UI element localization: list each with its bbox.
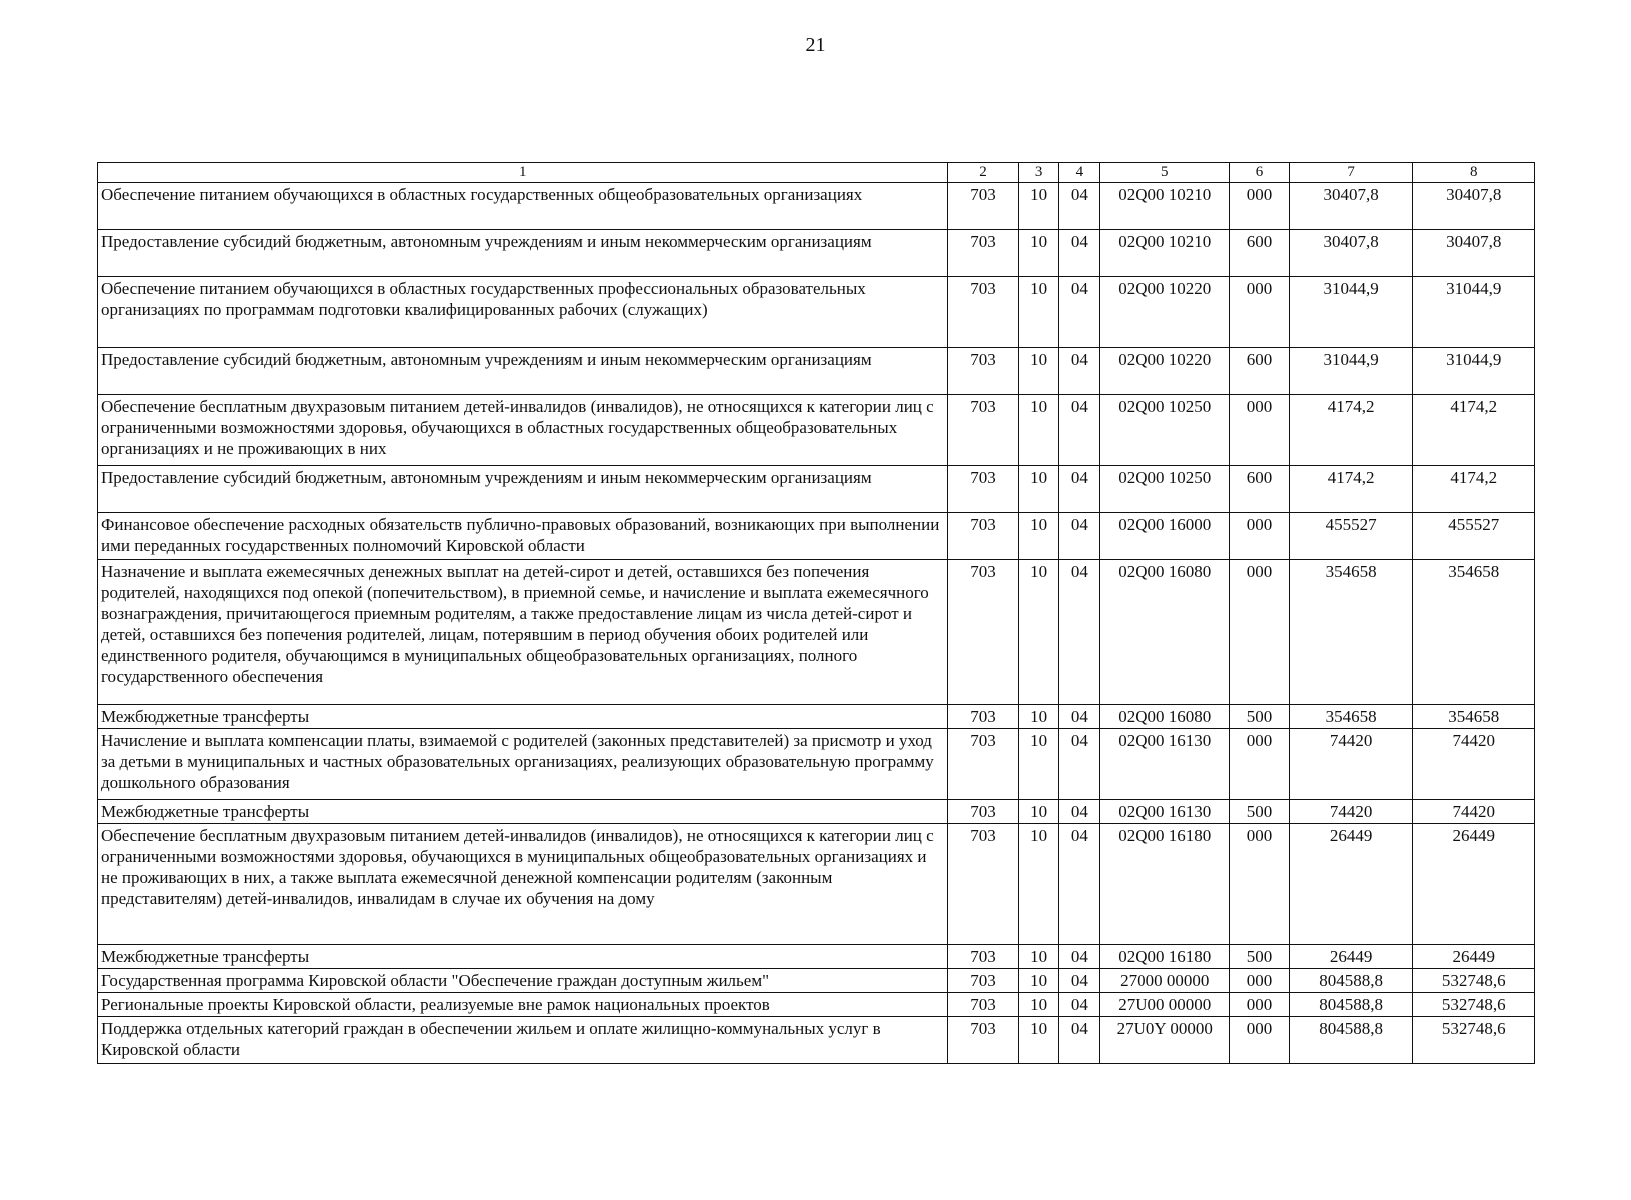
cell-col2: 703	[948, 704, 1018, 728]
cell-col4: 04	[1059, 182, 1100, 229]
cell-col6: 000	[1230, 968, 1290, 992]
cell-col2: 703	[948, 992, 1018, 1016]
cell-col3: 10	[1018, 512, 1059, 559]
cell-col5: 02Q00 16180	[1100, 823, 1230, 944]
table-row	[98, 1016, 1535, 1063]
cell-col3: 10	[1018, 347, 1059, 394]
cell-col2: 703	[948, 276, 1018, 347]
row-description: Предоставление субсидий бюджетным, автономным учреждениям и иным некоммерческим организациям	[98, 229, 948, 276]
cell-col3: 10	[1018, 944, 1059, 968]
cell-col6: 000	[1230, 182, 1290, 229]
table-row	[98, 944, 1535, 968]
cell-col3: 10	[1018, 276, 1059, 347]
row-description: Межбюджетные трансферты	[98, 944, 948, 968]
table-row	[98, 823, 1535, 944]
cell-col8: 354658	[1413, 559, 1535, 704]
cell-col4: 04	[1059, 944, 1100, 968]
table-row	[98, 799, 1535, 823]
cell-col3: 10	[1018, 465, 1059, 512]
cell-col6: 500	[1230, 799, 1290, 823]
col-header-1: 1	[98, 163, 948, 183]
table-row	[98, 276, 1535, 347]
cell-col3: 10	[1018, 182, 1059, 229]
cell-col6: 000	[1230, 559, 1290, 704]
col-header-6: 6	[1230, 163, 1290, 183]
cell-col2: 703	[948, 799, 1018, 823]
cell-col5: 02Q00 10250	[1100, 465, 1230, 512]
table-row	[98, 465, 1535, 512]
cell-col8: 532748,6	[1413, 992, 1535, 1016]
cell-col3: 10	[1018, 704, 1059, 728]
row-description: Предоставление субсидий бюджетным, автономным учреждениям и иным некоммерческим организациям	[98, 465, 948, 512]
cell-col8: 31044,9	[1413, 347, 1535, 394]
cell-col4: 04	[1059, 968, 1100, 992]
row-description: Обеспечение питанием обучающихся в областных государственных общеобразовательных организациях	[98, 182, 948, 229]
cell-col4: 04	[1059, 1016, 1100, 1063]
cell-col5: 02Q00 10250	[1100, 394, 1230, 465]
cell-col7: 30407,8	[1289, 229, 1413, 276]
cell-col5: 02Q00 16080	[1100, 704, 1230, 728]
row-description: Обеспечение бесплатным двухразовым питанием детей-инвалидов (инвалидов), не относящихся к категории лиц с ограниченными возможностями здоровья, обучающихся в муниципальных общеобразовательных организациях и не проживающих в них, а также выплата ежемесячной денежной компенсации родителям (законным представителям) детей-инвалидов, инвалидам в случае их обучения на дому	[98, 823, 948, 944]
cell-col8: 532748,6	[1413, 968, 1535, 992]
table-row	[98, 992, 1535, 1016]
cell-col4: 04	[1059, 799, 1100, 823]
table-row	[98, 347, 1535, 394]
cell-col2: 703	[948, 944, 1018, 968]
row-description: Обеспечение бесплатным двухразовым питанием детей-инвалидов (инвалидов), не относящихся к категории лиц с ограниченными возможностями здоровья, обучающихся в областных государственных общеобразовательных организациях и не проживающих в них	[98, 394, 948, 465]
col-header-8: 8	[1413, 163, 1535, 183]
cell-col7: 455527	[1289, 512, 1413, 559]
cell-col3: 10	[1018, 559, 1059, 704]
table-row	[98, 559, 1535, 704]
cell-col2: 703	[948, 347, 1018, 394]
cell-col6: 000	[1230, 992, 1290, 1016]
cell-col5: 27U0Y 00000	[1100, 1016, 1230, 1063]
cell-col7: 354658	[1289, 559, 1413, 704]
cell-col5: 27U00 00000	[1100, 992, 1230, 1016]
cell-col2: 703	[948, 728, 1018, 799]
cell-col5: 02Q00 10220	[1100, 347, 1230, 394]
cell-col5: 02Q00 10220	[1100, 276, 1230, 347]
table-row	[98, 728, 1535, 799]
cell-col4: 04	[1059, 559, 1100, 704]
cell-col6: 600	[1230, 347, 1290, 394]
cell-col7: 4174,2	[1289, 465, 1413, 512]
cell-col3: 10	[1018, 1016, 1059, 1063]
table-row	[98, 182, 1535, 229]
row-description: Назначение и выплата ежемесячных денежных выплат на детей-сирот и детей, оставшихся без попечения родителей, находящихся под опекой (попечительством), в приемной семье, и начисление и выплата ежемесячного вознаграждения, причитающегося приемным родителям, а также предоставление лицам из числа детей-сирот и детей, оставшихся без попечения родителей, лицам, потерявшим в период обучения обоих родителей или единственного родителя, обучающимся в муниципальных общеобразовательных организациях, полного государственного обеспечения	[98, 559, 948, 704]
cell-col4: 04	[1059, 347, 1100, 394]
cell-col7: 26449	[1289, 944, 1413, 968]
row-description: Обеспечение питанием обучающихся в областных государственных профессиональных образовательных организациях по программам подготовки квалифицированных рабочих (служащих)	[98, 276, 948, 347]
col-header-3: 3	[1018, 163, 1059, 183]
cell-col8: 74420	[1413, 728, 1535, 799]
cell-col7: 4174,2	[1289, 394, 1413, 465]
col-header-7: 7	[1289, 163, 1413, 183]
cell-col8: 26449	[1413, 944, 1535, 968]
cell-col8: 4174,2	[1413, 465, 1535, 512]
cell-col7: 804588,8	[1289, 968, 1413, 992]
cell-col7: 26449	[1289, 823, 1413, 944]
cell-col8: 30407,8	[1413, 229, 1535, 276]
cell-col6: 000	[1230, 276, 1290, 347]
cell-col4: 04	[1059, 823, 1100, 944]
cell-col8: 455527	[1413, 512, 1535, 559]
cell-col5: 02Q00 16000	[1100, 512, 1230, 559]
row-description: Межбюджетные трансферты	[98, 799, 948, 823]
cell-col2: 703	[948, 465, 1018, 512]
cell-col3: 10	[1018, 394, 1059, 465]
cell-col8: 354658	[1413, 704, 1535, 728]
cell-col2: 703	[948, 182, 1018, 229]
cell-col7: 74420	[1289, 799, 1413, 823]
cell-col5: 27000 00000	[1100, 968, 1230, 992]
cell-col2: 703	[948, 968, 1018, 992]
cell-col4: 04	[1059, 465, 1100, 512]
cell-col4: 04	[1059, 704, 1100, 728]
cell-col8: 74420	[1413, 799, 1535, 823]
row-description: Предоставление субсидий бюджетным, автономным учреждениям и иным некоммерческим организациям	[98, 347, 948, 394]
cell-col8: 31044,9	[1413, 276, 1535, 347]
cell-col8: 4174,2	[1413, 394, 1535, 465]
cell-col3: 10	[1018, 968, 1059, 992]
cell-col3: 10	[1018, 823, 1059, 944]
col-header-5: 5	[1100, 163, 1230, 183]
cell-col6: 000	[1230, 728, 1290, 799]
cell-col4: 04	[1059, 728, 1100, 799]
budget-table	[97, 162, 1535, 1064]
cell-col5: 02Q00 16130	[1100, 728, 1230, 799]
cell-col6: 000	[1230, 823, 1290, 944]
cell-col6: 500	[1230, 704, 1290, 728]
row-description: Поддержка отдельных категорий граждан в обеспечении жильем и оплате жилищно-коммунальных услуг в Кировской области	[98, 1016, 948, 1063]
cell-col3: 10	[1018, 728, 1059, 799]
col-header-2: 2	[948, 163, 1018, 183]
row-description: Государственная программа Кировской области "Обеспечение граждан доступным жильем"	[98, 968, 948, 992]
table-row	[98, 512, 1535, 559]
cell-col6: 500	[1230, 944, 1290, 968]
cell-col7: 354658	[1289, 704, 1413, 728]
cell-col4: 04	[1059, 276, 1100, 347]
cell-col2: 703	[948, 559, 1018, 704]
table-row	[98, 704, 1535, 728]
cell-col2: 703	[948, 229, 1018, 276]
row-description: Начисление и выплата компенсации платы, взимаемой с родителей (законных представителей) за присмотр и уход за детьми в муниципальных и частных образовательных организациях, реализующих образовательную программу дошкольного образования	[98, 728, 948, 799]
table-row	[98, 229, 1535, 276]
cell-col8: 532748,6	[1413, 1016, 1535, 1063]
cell-col6: 000	[1230, 512, 1290, 559]
col-header-4: 4	[1059, 163, 1100, 183]
page-number: 21	[805, 34, 826, 56]
cell-col7: 31044,9	[1289, 276, 1413, 347]
cell-col7: 74420	[1289, 728, 1413, 799]
cell-col7: 804588,8	[1289, 1016, 1413, 1063]
cell-col5: 02Q00 10210	[1100, 182, 1230, 229]
cell-col8: 30407,8	[1413, 182, 1535, 229]
header-row	[98, 163, 1535, 183]
cell-col5: 02Q00 16180	[1100, 944, 1230, 968]
row-description: Региональные проекты Кировской области, реализуемые вне рамок национальных проектов	[98, 992, 948, 1016]
cell-col3: 10	[1018, 229, 1059, 276]
cell-col7: 804588,8	[1289, 992, 1413, 1016]
cell-col2: 703	[948, 823, 1018, 944]
cell-col6: 600	[1230, 229, 1290, 276]
cell-col2: 703	[948, 512, 1018, 559]
cell-col6: 000	[1230, 394, 1290, 465]
cell-col5: 02Q00 10210	[1100, 229, 1230, 276]
cell-col6: 600	[1230, 465, 1290, 512]
cell-col2: 703	[948, 394, 1018, 465]
table-row	[98, 394, 1535, 465]
cell-col2: 703	[948, 1016, 1018, 1063]
cell-col4: 04	[1059, 512, 1100, 559]
row-description: Межбюджетные трансферты	[98, 704, 948, 728]
row-description: Финансовое обеспечение расходных обязательств публично-правовых образований, возникающих при выполнении ими переданных государственных полномочий Кировской области	[98, 512, 948, 559]
cell-col5: 02Q00 16130	[1100, 799, 1230, 823]
cell-col5: 02Q00 16080	[1100, 559, 1230, 704]
cell-col8: 26449	[1413, 823, 1535, 944]
cell-col4: 04	[1059, 394, 1100, 465]
cell-col3: 10	[1018, 799, 1059, 823]
cell-col4: 04	[1059, 229, 1100, 276]
cell-col7: 30407,8	[1289, 182, 1413, 229]
cell-col4: 04	[1059, 992, 1100, 1016]
cell-col3: 10	[1018, 992, 1059, 1016]
cell-col7: 31044,9	[1289, 347, 1413, 394]
cell-col6: 000	[1230, 1016, 1290, 1063]
table-row	[98, 968, 1535, 992]
